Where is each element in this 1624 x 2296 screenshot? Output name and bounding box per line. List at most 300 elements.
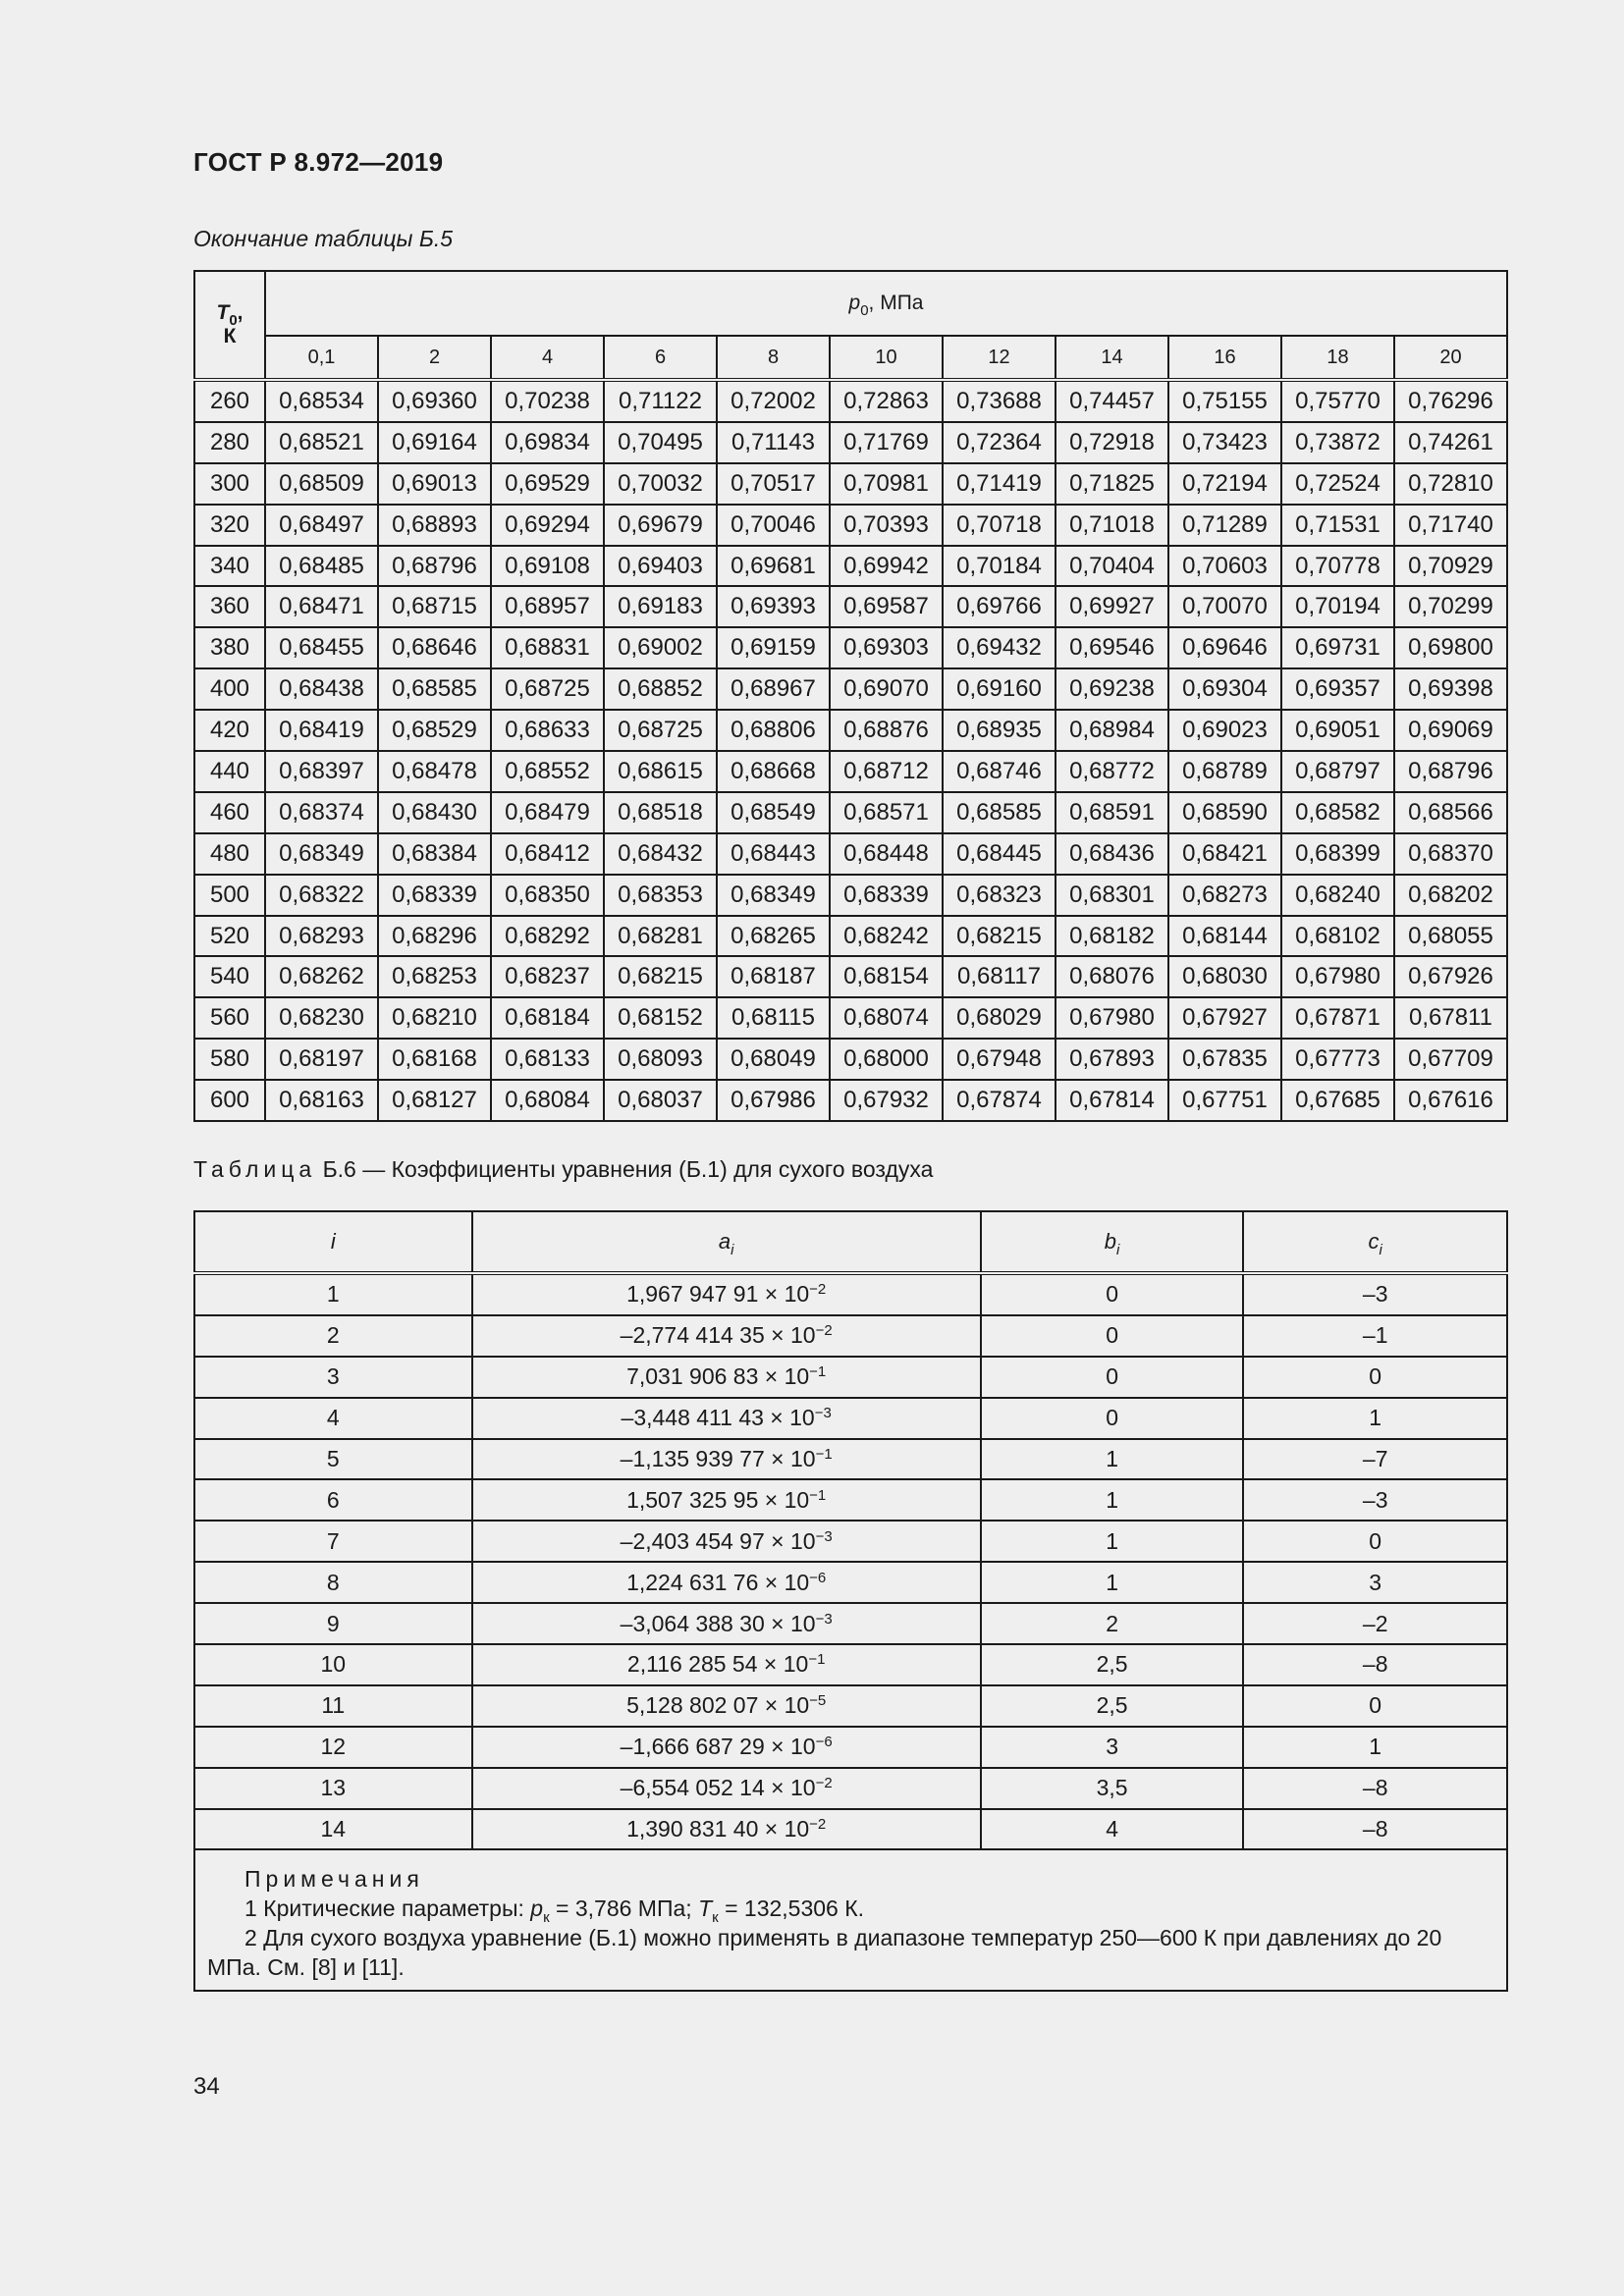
value-cell: 0,68253 [378,956,491,997]
value-cell: 0,70032 [604,463,717,505]
value-cell: 0,73872 [1281,422,1394,463]
temperature-cell: 520 [194,916,265,957]
value-cell: 0,68273 [1168,875,1281,916]
coefficient-a-cell [472,1809,981,1850]
temperature-cell: 340 [194,546,265,587]
coefficient-a-exponent: −3 [815,1527,833,1545]
coefficient-a-cell [472,1685,981,1727]
table-row [194,1521,1507,1562]
value-cell: 0,71419 [943,463,1056,505]
value-cell: 0,70299 [1394,586,1507,627]
value-cell: 0,68093 [604,1039,717,1080]
value-cell: 0,68549 [717,792,830,833]
value-cell: 0,68806 [717,710,830,751]
table-row [194,875,1507,916]
coefficient-c-cell: 1 [1243,1398,1507,1439]
value-cell: 0,68349 [265,833,378,875]
value-cell: 0,68240 [1281,875,1394,916]
index-cell: 10 [194,1644,472,1685]
index-cell: 12 [194,1727,472,1768]
value-cell: 0,72002 [717,380,830,422]
value-cell: 0,70194 [1281,586,1394,627]
value-cell: 0,71122 [604,380,717,422]
coefficient-c-cell: –8 [1243,1768,1507,1809]
value-cell: 0,68445 [943,833,1056,875]
value-cell: 0,71018 [1056,505,1168,546]
pressure-header-cell: 4 [491,336,604,380]
coefficient-a-mantissa: 1,967 947 91 × 10 [626,1281,810,1308]
table-b5 [193,270,1508,1122]
value-cell: 0,70517 [717,463,830,505]
temperature-cell: 400 [194,668,265,710]
value-cell: 0,68000 [830,1039,943,1080]
value-cell: 0,68646 [378,627,491,668]
coefficient-c-cell: –3 [1243,1479,1507,1521]
table-b6-header-b [981,1211,1244,1273]
value-cell: 0,68479 [491,792,604,833]
table-b6-caption-text: Б.6 — Коэффициенты уравнения (Б.1) для сухого воздуха [322,1156,934,1182]
temperature-cell: 440 [194,751,265,792]
coefficient-b-cell: 2,5 [981,1644,1244,1685]
table-row [194,1809,1507,1850]
value-cell: 0,67751 [1168,1080,1281,1121]
value-cell: 0,68322 [265,875,378,916]
value-cell: 0,69051 [1281,710,1394,751]
table-row [194,546,1507,587]
table-b6-caption [193,1156,933,1183]
value-cell: 0,68432 [604,833,717,875]
coefficient-a-cell [472,1357,981,1398]
coefficient-a-exponent: −6 [809,1569,827,1586]
table-b5-pressure-header-row [194,336,1507,380]
temperature-cell: 600 [194,1080,265,1121]
value-cell: 0,68438 [265,668,378,710]
value-cell: 0,68055 [1394,916,1507,957]
index-cell: 13 [194,1768,472,1809]
value-cell: 0,67980 [1056,997,1168,1039]
value-cell: 0,70393 [830,505,943,546]
table-b6-header-c [1243,1211,1507,1273]
value-cell: 0,69069 [1394,710,1507,751]
value-cell: 0,68293 [265,916,378,957]
coefficient-a-cell [472,1727,981,1768]
header-b-text: b [1104,1229,1117,1254]
value-cell: 0,68197 [265,1039,378,1080]
value-cell: 0,68154 [830,956,943,997]
table-row [194,792,1507,833]
value-cell: 0,69183 [604,586,717,627]
value-cell: 0,74261 [1394,422,1507,463]
value-cell: 0,68984 [1056,710,1168,751]
table-row [194,1398,1507,1439]
value-cell: 0,68712 [830,751,943,792]
value-cell: 0,69159 [717,627,830,668]
value-cell: 0,69013 [378,463,491,505]
coefficient-b-cell: 2 [981,1603,1244,1644]
index-cell: 4 [194,1398,472,1439]
value-cell: 0,68957 [491,586,604,627]
value-cell: 0,68133 [491,1039,604,1080]
coefficient-b-cell: 1 [981,1439,1244,1480]
index-cell: 6 [194,1479,472,1521]
value-cell: 0,71769 [830,422,943,463]
value-cell: 0,70238 [491,380,604,422]
coefficient-a-mantissa: –3,448 411 43 × 10 [621,1405,815,1431]
table-row [194,1479,1507,1521]
pressure-header-cell: 0,1 [265,336,378,380]
table-b6-header-a [472,1211,981,1273]
pressure-header-cell: 12 [943,336,1056,380]
pressure-header-cell: 20 [1394,336,1507,380]
coefficient-c-cell: –1 [1243,1315,1507,1357]
value-cell: 0,68443 [717,833,830,875]
header-a-sub: i [731,1242,734,1258]
value-cell: 0,69681 [717,546,830,587]
value-cell: 0,67893 [1056,1039,1168,1080]
temperature-cell: 360 [194,586,265,627]
value-cell: 0,68725 [491,668,604,710]
value-cell: 0,68384 [378,833,491,875]
value-cell: 0,68876 [830,710,943,751]
value-cell: 0,68436 [1056,833,1168,875]
coefficient-a-cell [472,1644,981,1685]
coefficient-a-mantissa: 7,031 906 83 × 10 [626,1363,810,1390]
coefficient-c-cell: –7 [1243,1439,1507,1480]
notes-title: Примечания [244,1866,424,1893]
value-cell: 0,68127 [378,1080,491,1121]
value-cell: 0,68585 [378,668,491,710]
value-cell: 0,68182 [1056,916,1168,957]
value-cell: 0,70184 [943,546,1056,587]
pressure-header-cell: 16 [1168,336,1281,380]
value-cell: 0,68230 [265,997,378,1039]
value-cell: 0,73688 [943,380,1056,422]
value-cell: 0,72810 [1394,463,1507,505]
value-cell: 0,69587 [830,586,943,627]
coefficient-a-cell [472,1273,981,1315]
pressure-header-cell: 2 [378,336,491,380]
coefficient-a-mantissa: –1,666 687 29 × 10 [620,1734,816,1760]
pressure-header-cell: 10 [830,336,943,380]
table-row [194,710,1507,751]
value-cell: 0,71143 [717,422,830,463]
value-cell: 0,69800 [1394,627,1507,668]
coefficient-c-cell: 0 [1243,1521,1507,1562]
value-cell: 0,68353 [604,875,717,916]
value-cell: 0,69927 [1056,586,1168,627]
index-cell: 5 [194,1439,472,1480]
table-b5-body [194,380,1507,1121]
value-cell: 0,68152 [604,997,717,1039]
coefficient-c-cell: 0 [1243,1357,1507,1398]
value-cell: 0,69108 [491,546,604,587]
coefficient-a-exponent: −1 [808,1651,826,1669]
header-b-sub: i [1116,1242,1120,1258]
value-cell: 0,68237 [491,956,604,997]
value-cell: 0,67814 [1056,1080,1168,1121]
value-cell: 0,69357 [1281,668,1394,710]
value-cell: 0,68215 [943,916,1056,957]
coefficient-a-cell [472,1439,981,1480]
coefficient-a-cell [472,1768,981,1809]
value-cell: 0,69546 [1056,627,1168,668]
table-row [194,1357,1507,1398]
value-cell: 0,68397 [265,751,378,792]
value-cell: 0,68633 [491,710,604,751]
value-cell: 0,67871 [1281,997,1394,1039]
temperature-cell: 480 [194,833,265,875]
table-row [194,627,1507,668]
header-i-text: i [330,1229,336,1254]
value-cell: 0,69432 [943,627,1056,668]
coefficient-a-mantissa: 1,390 831 40 × 10 [626,1816,810,1842]
value-cell: 0,69002 [604,627,717,668]
value-cell: 0,68339 [830,875,943,916]
value-cell: 0,68117 [943,956,1056,997]
note-1-prefix: 1 Критические параметры: [244,1896,531,1922]
value-cell: 0,68521 [265,422,378,463]
coefficient-b-cell: 0 [981,1273,1244,1315]
value-cell: 0,68349 [717,875,830,916]
table-b6-header-i [194,1211,472,1273]
coefficient-a-cell [472,1398,981,1439]
index-cell: 1 [194,1273,472,1315]
value-cell: 0,68497 [265,505,378,546]
value-cell: 0,69070 [830,668,943,710]
note-1-t-sub: к [712,1909,719,1927]
value-cell: 0,71740 [1394,505,1507,546]
value-cell: 0,69403 [604,546,717,587]
value-cell: 0,67874 [943,1080,1056,1121]
value-cell: 0,68797 [1281,751,1394,792]
table-row [194,422,1507,463]
table-row [194,463,1507,505]
value-cell: 0,68215 [604,956,717,997]
value-cell: 0,68789 [1168,751,1281,792]
value-cell: 0,68772 [1056,751,1168,792]
table-row [194,668,1507,710]
table-row [194,1562,1507,1603]
note-1 [207,1894,1494,1927]
table-row [194,1039,1507,1080]
value-cell: 0,69646 [1168,627,1281,668]
value-cell: 0,68796 [1394,751,1507,792]
coefficient-a-mantissa: 1,507 325 95 × 10 [626,1486,810,1513]
value-cell: 0,69393 [717,586,830,627]
value-cell: 0,72364 [943,422,1056,463]
table-row [194,1603,1507,1644]
table-row [194,1727,1507,1768]
value-cell: 0,67811 [1394,997,1507,1039]
coefficient-a-mantissa: –3,064 388 30 × 10 [620,1610,816,1636]
table-row [194,1080,1507,1121]
value-cell: 0,69164 [378,422,491,463]
coefficient-b-cell: 2,5 [981,1685,1244,1727]
coefficient-a-cell [472,1603,981,1644]
note-1-t-value: = 132,5306 К. [718,1896,865,1922]
coefficient-b-cell: 3 [981,1727,1244,1768]
table-row [194,916,1507,957]
value-cell: 0,68421 [1168,833,1281,875]
coefficient-b-cell: 0 [981,1357,1244,1398]
value-cell: 0,68455 [265,627,378,668]
value-cell: 0,69942 [830,546,943,587]
note-1-p-symbol: p [530,1896,544,1922]
temperature-cell: 580 [194,1039,265,1080]
value-cell: 0,70778 [1281,546,1394,587]
value-cell: 0,68590 [1168,792,1281,833]
header-c-text: c [1368,1229,1380,1254]
value-cell: 0,68478 [378,751,491,792]
value-cell: 0,71825 [1056,463,1168,505]
value-cell: 0,68668 [717,751,830,792]
value-cell: 0,68202 [1394,875,1507,916]
value-cell: 0,69398 [1394,668,1507,710]
value-cell: 0,69766 [943,586,1056,627]
table-b6-body [194,1273,1507,1849]
value-cell: 0,68084 [491,1080,604,1121]
value-cell: 0,76296 [1394,380,1507,422]
value-cell: 0,68725 [604,710,717,751]
value-cell: 0,72863 [830,380,943,422]
value-cell: 0,70404 [1056,546,1168,587]
coefficient-a-mantissa: –6,554 052 14 × 10 [620,1775,816,1801]
coefficient-a-cell [472,1479,981,1521]
value-cell: 0,67980 [1281,956,1394,997]
note-1-p-value: = 3,786 МПа; [549,1896,699,1922]
value-cell: 0,68049 [717,1039,830,1080]
value-cell: 0,68339 [378,875,491,916]
coefficient-a-mantissa: 2,116 285 54 × 10 [626,1651,809,1678]
value-cell: 0,70046 [717,505,830,546]
value-cell: 0,67926 [1394,956,1507,997]
value-cell: 0,68419 [265,710,378,751]
coefficient-b-cell: 1 [981,1562,1244,1603]
coefficient-a-exponent: −2 [809,1816,827,1834]
temperature-cell: 560 [194,997,265,1039]
coefficient-a-exponent: −1 [809,1363,827,1381]
value-cell: 0,68296 [378,916,491,957]
index-cell: 3 [194,1357,472,1398]
temperature-cell: 540 [194,956,265,997]
value-cell: 0,68163 [265,1080,378,1121]
value-cell: 0,68037 [604,1080,717,1121]
group-header-symbol: p [848,292,861,314]
coefficient-c-cell: 3 [1243,1562,1507,1603]
value-cell: 0,69529 [491,463,604,505]
value-cell: 0,69679 [604,505,717,546]
coefficient-b-cell: 0 [981,1398,1244,1439]
coefficient-a-mantissa: 1,224 631 76 × 10 [626,1569,810,1595]
value-cell: 0,68552 [491,751,604,792]
value-cell: 0,68796 [378,546,491,587]
value-cell: 0,67948 [943,1039,1056,1080]
value-cell: 0,68076 [1056,956,1168,997]
coefficient-a-cell [472,1562,981,1603]
coefficient-c-cell: –8 [1243,1644,1507,1685]
coefficient-a-mantissa: –2,403 454 97 × 10 [620,1527,816,1554]
value-cell: 0,67986 [717,1080,830,1121]
value-cell: 0,69303 [830,627,943,668]
value-cell: 0,68518 [604,792,717,833]
coefficient-a-exponent: −2 [809,1281,827,1299]
coefficient-a-mantissa: –1,135 939 77 × 10 [620,1446,816,1471]
value-cell: 0,68566 [1394,792,1507,833]
row-header-symbol: T [216,301,230,324]
note-2: 2 Для сухого воздуха уравнение (Б.1) можно применять в диапазоне температур 250—600 К при давлениях до 20 МПа. См. [8] и [11]. [207,1925,1442,1981]
coefficient-a-mantissa: 5,128 802 07 × 10 [626,1692,810,1719]
group-header-sub: 0 [860,302,869,319]
table-row [194,505,1507,546]
value-cell: 0,68184 [491,997,604,1039]
value-cell: 0,71531 [1281,505,1394,546]
value-cell: 0,72194 [1168,463,1281,505]
coefficient-a-mantissa: –2,774 414 35 × 10 [620,1322,816,1349]
pressure-header-cell: 14 [1056,336,1168,380]
row-header-sub: 0 [229,312,238,329]
table-row [194,1439,1507,1480]
coefficient-a-exponent: −2 [815,1322,833,1340]
temperature-cell: 380 [194,627,265,668]
value-cell: 0,68242 [830,916,943,957]
value-cell: 0,72524 [1281,463,1394,505]
value-cell: 0,70495 [604,422,717,463]
index-cell: 2 [194,1315,472,1357]
coefficient-a-exponent: −1 [809,1486,827,1504]
table-row [194,586,1507,627]
value-cell: 0,68030 [1168,956,1281,997]
value-cell: 0,70981 [830,463,943,505]
table-row [194,1644,1507,1685]
table-b6-caption-label: Таблица [193,1156,317,1182]
value-cell: 0,68350 [491,875,604,916]
coefficient-b-cell: 1 [981,1521,1244,1562]
value-cell: 0,70929 [1394,546,1507,587]
value-cell: 0,68187 [717,956,830,997]
table-b5-pressure-group-header [265,271,1507,336]
header-c-sub: i [1379,1242,1382,1258]
coefficient-a-exponent: −3 [814,1405,832,1422]
value-cell: 0,68615 [604,751,717,792]
coefficient-a-cell [472,1315,981,1357]
temperature-cell: 460 [194,792,265,833]
coefficient-b-cell: 3,5 [981,1768,1244,1809]
coefficient-b-cell: 0 [981,1315,1244,1357]
value-cell: 0,68323 [943,875,1056,916]
value-cell: 0,68281 [604,916,717,957]
value-cell: 0,69304 [1168,668,1281,710]
value-cell: 0,68831 [491,627,604,668]
temperature-cell: 300 [194,463,265,505]
value-cell: 0,68534 [265,380,378,422]
value-cell: 0,68374 [265,792,378,833]
index-cell: 7 [194,1521,472,1562]
page-number: 34 [193,2073,220,2100]
value-cell: 0,68893 [378,505,491,546]
value-cell: 0,69160 [943,668,1056,710]
temperature-cell: 260 [194,380,265,422]
table-b5-continuation-caption: Окончание таблицы Б.5 [193,226,454,251]
value-cell: 0,68582 [1281,792,1394,833]
coefficient-b-cell: 1 [981,1479,1244,1521]
table-row [194,1768,1507,1809]
value-cell: 0,68852 [604,668,717,710]
value-cell: 0,75770 [1281,380,1394,422]
pressure-header-cell: 6 [604,336,717,380]
value-cell: 0,75155 [1168,380,1281,422]
note-1-p-sub: к [543,1909,550,1927]
temperature-cell: 420 [194,710,265,751]
